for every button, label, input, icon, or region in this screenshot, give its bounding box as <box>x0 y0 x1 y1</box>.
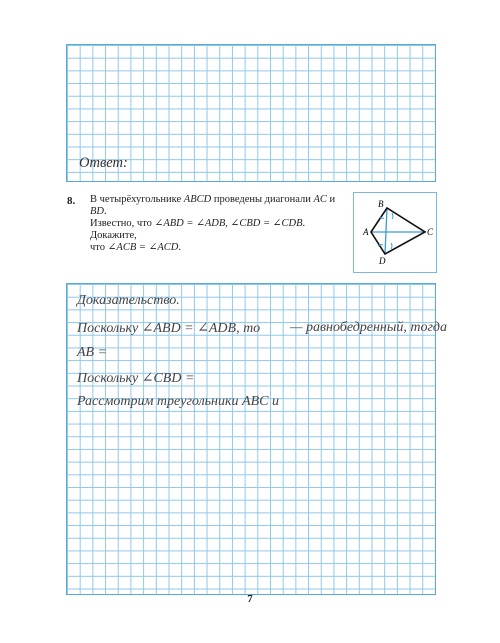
angle-mark-cbd <box>392 213 393 219</box>
quadrilateral-figure <box>353 192 437 273</box>
proof-line-4: Рассмотрим треугольники ABC и <box>77 394 279 409</box>
answer-label: Ответ: <box>79 155 128 171</box>
task-number: 8. <box>67 195 76 207</box>
proof-line-3: Поскольку ∠CBD = <box>77 371 195 386</box>
angle-mark-cdb <box>391 243 392 249</box>
proof-line-1-end: — равнобедренный, тогда <box>290 320 448 335</box>
proof-header: Доказательство. <box>77 293 180 308</box>
angle-mark-abd <box>380 217 384 218</box>
vertex-label-a: A <box>363 227 369 237</box>
task-text-line1: В четырёхугольнике ABCD проведены диагонали AC и BD. <box>90 194 336 217</box>
diagonal-bd <box>385 208 387 254</box>
vertex-label-c: C <box>427 227 434 237</box>
vertex-label-b: B <box>378 199 384 209</box>
task-text-line3: что ∠ACB = ∠ACD. <box>90 242 181 253</box>
quadrilateral-abcd <box>371 208 425 254</box>
page-number: 7 <box>247 593 253 605</box>
task-text-line2: Известно, что ∠ABD = ∠ADB, ∠CBD = ∠CDB. Докажите, <box>90 218 306 241</box>
proof-line-2: AB = <box>77 345 108 360</box>
proof-line-1: Поскольку ∠ABD = ∠ADB, то <box>77 321 261 336</box>
vertex-label-d: D <box>379 256 386 266</box>
task-statement <box>90 194 350 254</box>
